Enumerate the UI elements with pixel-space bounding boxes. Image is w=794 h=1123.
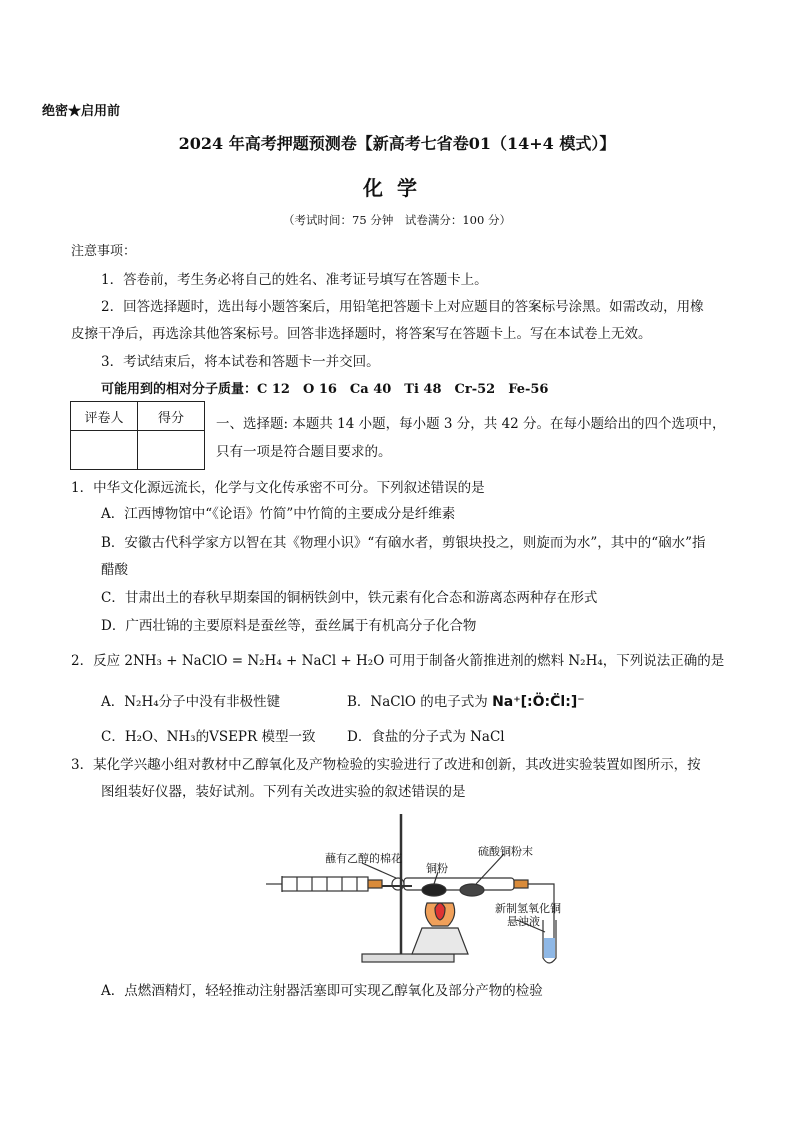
exam-title: 2024 年高考押题预测卷【新高考七省卷01（14+4 模式）】 [178, 134, 616, 153]
notice-item-1: 1．答卷前，考生务必将自己的姓名、准考证号填写在答题卡上。 [101, 272, 488, 288]
notice-item-2-line-1: 2．回答选择题时，选出每小题答案后，用铅笔把答题卡上对应题目的答案标号涂黑。如需改动，用橡 [101, 299, 704, 315]
question-3-stem-line-2: 图组装好仪器，装好试剂。下列有关改进实验的叙述错误的是 [101, 784, 466, 800]
question-2-stem: 2．反应 2NH₃ + NaClO = N₂H₄ + NaCl + H₂O 可用于制备火箭推进剂的燃料 N₂H₄，下列说法正确的是 [71, 653, 725, 669]
score-cell [138, 431, 205, 470]
notice-heading: 注意事项： [71, 244, 137, 259]
notice-item-2-line-2: 皮擦干净后，再选涂其他答案标号。回答非选择题时，将答案写在答题卡上。写在本试卷上无效。 [71, 326, 652, 342]
question-1-option-a: A．江西博物馆中“《论语》竹简”中竹简的主要成分是纤维素 [101, 506, 456, 522]
label-suspension: 悬浊液 [507, 915, 540, 928]
section-1-instruction-line-1: 一、选择题: 本题共 14 小题，每小题 3 分，共 42 分。在每小题给出的四个选项中， [216, 416, 726, 432]
naclo-electron-formula: Na⁺[:Ö:C̈l:]⁻ [492, 694, 585, 710]
question-1-option-c: C．甘肃出土的春秋早期秦国的铜柄铁剑中，铁元素有化合态和游离态两种存在形式 [101, 590, 598, 606]
question-2-option-d: D．食盐的分子式为 NaCl [347, 729, 505, 745]
question-1-stem: 1．中华文化源远流长，化学与文化传承密不可分。下列叙述错误的是 [71, 480, 485, 496]
apparatus-figure [262, 808, 580, 973]
label-copper-sulfate: 硫酸铜粉末 [478, 845, 533, 858]
grader-cell [71, 431, 138, 470]
atomic-masses: 可能用到的相对分子质量：C 12 O 16 Ca 40 Ti 48 Cr-52 Fe-56 [101, 382, 549, 397]
score-table [70, 401, 205, 470]
label-copper-powder: 铜粉 [426, 862, 448, 875]
score-label: 得分 [138, 402, 205, 431]
question-3-stem-line-1: 3．某化学兴趣小组对教材中乙醇氧化及产物检验的实验进行了改进和创新，其改进实验装置如图所示，按 [71, 757, 701, 773]
question-1-option-b-line-2: 醋酸 [101, 562, 128, 578]
notice-item-3: 3．考试结束后，将本试卷和答题卡一并交回。 [101, 354, 380, 370]
question-2-option-b [347, 690, 585, 710]
question-2-option-b-text: B．NaClO 的电子式为 [347, 694, 488, 710]
question-2-option-c: C．H₂O、NH₃的VSEPR 模型一致 [101, 729, 316, 745]
exam-timing: （考试时间：75 分钟 试卷满分：100 分） [283, 213, 511, 227]
confidential-mark: 绝密★启用前 [42, 104, 121, 119]
question-3-option-a: A．点燃酒精灯，轻轻推动注射器活塞即可实现乙醇氧化及部分产物的检验 [101, 983, 543, 999]
question-1-option-d: D．广西壮锦的主要原料是蚕丝等，蚕丝属于有机高分子化合物 [101, 618, 477, 634]
subject-title: 化学 [363, 176, 431, 200]
question-2-option-a: A．N₂H₄分子中没有非极性键 [101, 694, 281, 710]
label-ethanol-cotton: 蘸有乙醇的棉花 [325, 852, 402, 865]
section-1-instruction-line-2: 只有一项是符合题目要求的。 [216, 444, 392, 460]
grader-label: 评卷人 [71, 402, 138, 431]
question-1-option-b-line-1: B．安徽古代科学家方以智在其《物理小识》“有硇水者，剪银块投之，则旋而为水”，其中的“硇水”指 [101, 535, 706, 551]
label-copper-hydroxide: 新制氢氧化铜 [495, 902, 561, 915]
